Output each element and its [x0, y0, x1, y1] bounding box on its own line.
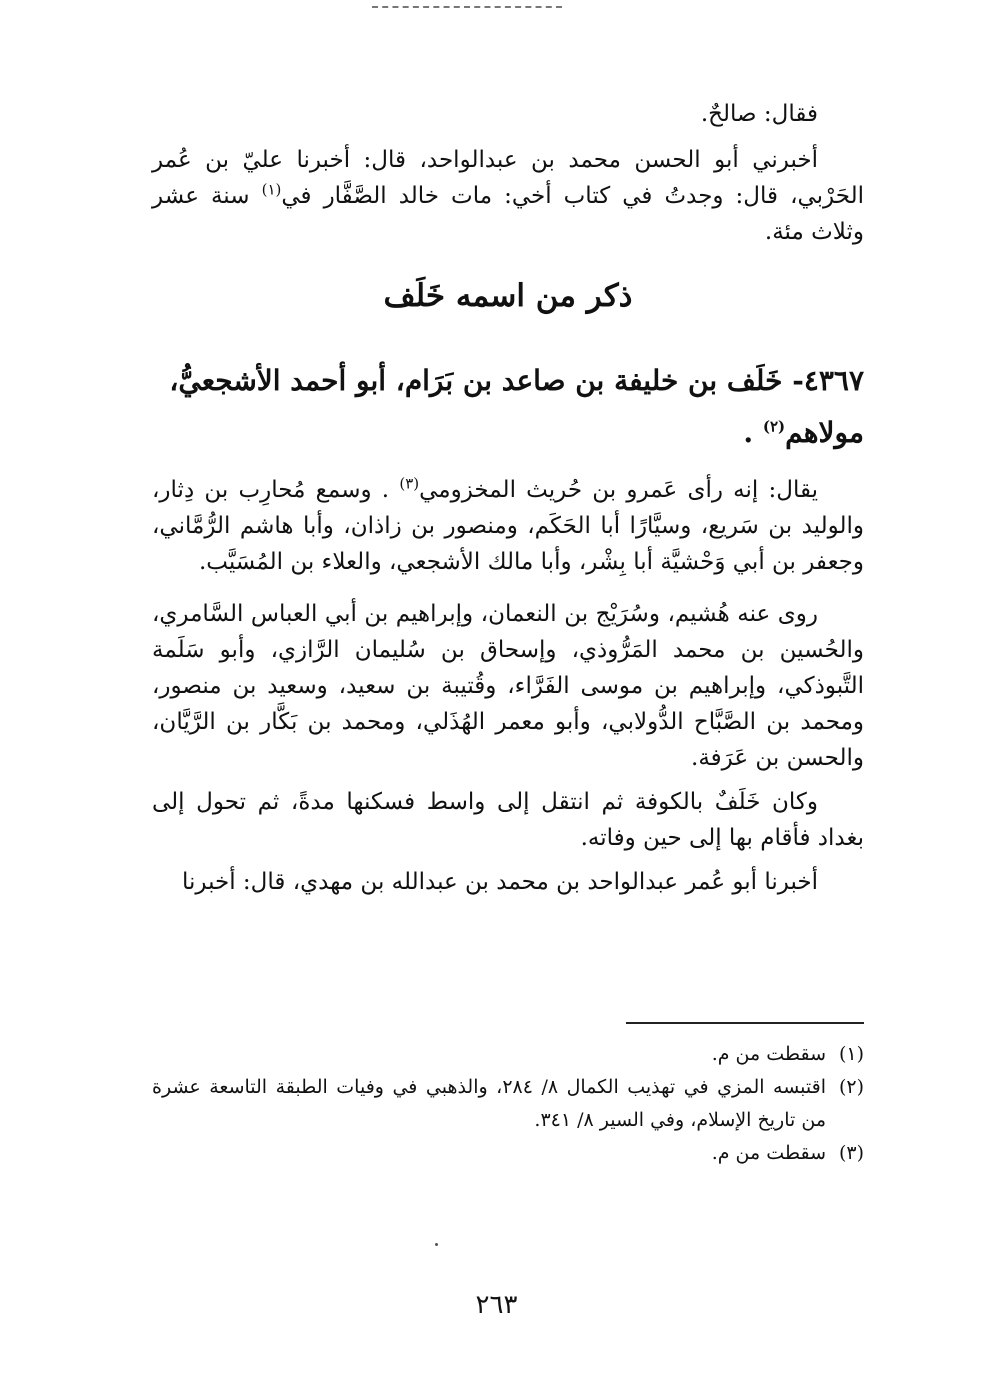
entry-body — [152, 472, 864, 900]
paragraph-text: . وسمع مُحارِب بن دِثار، والوليد بن سَريع، وسيَّارًا أبا الحَكَم، ومنصور بن زاذان، وأبا هاشم الرُّمَّاني، وجعفر بن أبي وَحْشيَّة أبا بِشْر، وأبا مالك الأشجعي، والعلاء بن المُسَيَّب. — [152, 477, 864, 575]
paragraph — [152, 864, 864, 900]
footnote-separator — [626, 1022, 864, 1024]
footnote-number: (١) — [838, 1043, 864, 1065]
footnote-text: سقطت من م. — [711, 1043, 826, 1065]
paragraph-text: يقال: إنه رأى عَمرو بن حُريث المخزومي — [419, 477, 818, 503]
footnote-number: (٣) — [838, 1142, 864, 1164]
paragraph-text: وكان خَلَفٌ بالكوفة ثم انتقل إلى واسط فسكنها مدةً، ثم تحول إلى بغداد فأقام بها إلى حين وفاته. — [152, 789, 864, 851]
footnote — [152, 1071, 864, 1137]
entry-title-tail: . — [743, 416, 763, 449]
page-speck — [435, 1243, 438, 1246]
entry-title: ٤٣٦٧- خَلَف بن خليفة بن صاعد بن بَرَام، أبو أحمد الأشجعيُّ، مولاهم — [169, 364, 864, 449]
paragraph — [152, 472, 864, 580]
footnote-text: اقتبسه المزي في تهذيب الكمال ٨/ ٢٨٤، والذهبي في وفيات الطبقة التاسعة عشرة من تاريخ الإسلام، وفي السير ٨/ ٣٤١. — [152, 1076, 826, 1131]
entry-heading — [152, 355, 864, 459]
paragraph-text: روى عنه هُشيم، وسُرَيْج بن النعمان، وإبراهيم بن أبي العباس السَّامري، والحُسين بن محمد المَرُّوذي، وإسحاق بن سُليمان الرَّازي، وأبو سَلَمة التَّبوذكي، وإبراهيم بن موسى الفَرَّاء، وقُتيبة بن سعيد، وسعيد بن منصور، ومحمد بن الصَّبَّاح الدُّولابي، وأبو معمر الهُذَلي، ومحمد بن بَكَّار بن الرَّيَّان، والحسن بن عَرَفة. — [152, 601, 864, 771]
page-number: ٢٦٣ — [475, 1290, 518, 1320]
footnote-ref: (٢) — [762, 417, 786, 436]
section-heading: ذكر من اسمه خَلَف — [383, 278, 633, 314]
footnotes — [152, 1038, 864, 1170]
paragraph — [152, 596, 864, 776]
paragraph-text: فقال: صالحٌ. — [700, 101, 818, 127]
paragraph-text: سنة عشر وثلاث مئة. — [152, 183, 864, 245]
footnote-number: (٢) — [838, 1076, 864, 1098]
paragraph-text: أخبرنا أبو عُمر عبدالواحد بن محمد بن عبدالله بن مهدي، قال: أخبرنا — [181, 869, 818, 895]
paragraph — [152, 142, 864, 250]
top-edge-marks — [372, 0, 562, 8]
footnote — [152, 1038, 864, 1071]
footnote-ref: (١) — [261, 180, 282, 199]
footnote — [152, 1137, 864, 1170]
paragraph — [152, 96, 864, 132]
footnote-ref: (٣) — [399, 474, 420, 493]
paragraph-text: أخبرني أبو الحسن محمد بن عبدالواحد، قال: أخبرنا عليّ بن عُمر الحَرْبي، قال: وجدتُ في كتاب أخي: مات خالد الصَّفَّار في — [152, 147, 864, 209]
opening-text — [152, 96, 864, 250]
paragraph — [152, 784, 864, 856]
footnote-text: سقطت من م. — [711, 1142, 826, 1164]
